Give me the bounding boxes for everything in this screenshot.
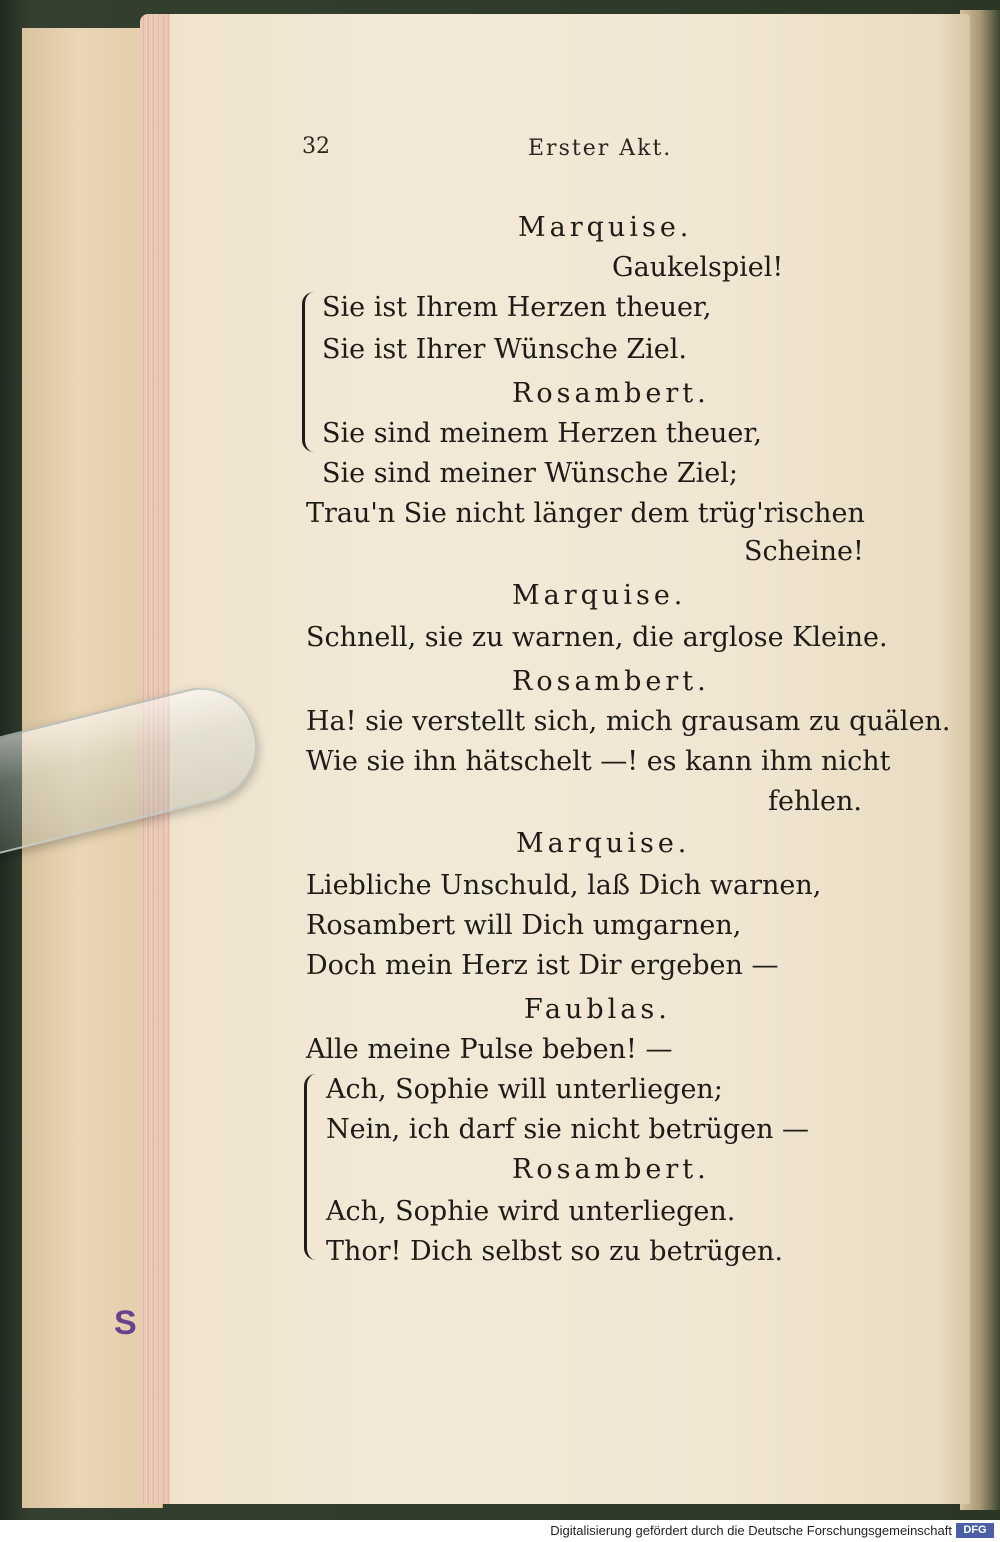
verse-line: Ach, Sophie will unterliegen; <box>326 1074 723 1105</box>
speaker-marquise: Marquise. <box>512 580 687 611</box>
verse-line: Doch mein Herz ist Dir ergeben — <box>306 950 779 981</box>
page-number: 32 <box>302 134 330 159</box>
verse-line: Sie ist Ihrer Wünsche Ziel. <box>322 334 688 365</box>
verse-line: Rosambert will Dich umgarnen, <box>306 910 742 941</box>
dfg-logo: DFG <box>956 1523 994 1538</box>
verse-line: Alle meine Pulse beben! — <box>306 1034 673 1065</box>
library-stamp: S <box>114 1304 137 1342</box>
ensemble-brace <box>302 292 319 452</box>
verse-line: Ha! sie verstellt sich, mich grausam zu quälen. <box>306 706 951 737</box>
verse-line: Ach, Sophie wird unterliegen. <box>326 1196 736 1227</box>
ensemble-brace <box>304 1074 321 1260</box>
speaker-marquise: Marquise. <box>516 828 691 859</box>
verse-line: Sie ist Ihrem Herzen theuer, <box>322 292 712 323</box>
funding-notice: Digitalisierung gefördert durch die Deutsche Forschungsgemeinschaft <box>550 1523 952 1538</box>
speaker-rosambert: Rosambert. <box>512 378 710 409</box>
speaker-faublas: Faublas. <box>524 994 671 1025</box>
verse-line: fehlen. <box>768 786 862 817</box>
speaker-rosambert: Rosambert. <box>512 666 710 697</box>
verse-line: Schnell, sie zu warnen, die arglose Kleine. <box>306 622 888 653</box>
verse-line: Gaukelspiel! <box>612 252 784 283</box>
speaker-rosambert: Rosambert. <box>512 1154 710 1185</box>
verse-line: Scheine! <box>744 536 864 567</box>
running-head: Erster Akt. <box>528 136 673 161</box>
verse-line: Wie sie ihn hätschelt —! es kann ihm nicht <box>306 746 891 777</box>
speaker-marquise: Marquise. <box>518 212 693 243</box>
verse-line: Trau'n Sie nicht länger dem trüg'rischen <box>306 498 865 529</box>
verse-line: Sie sind meinem Herzen theuer, <box>322 418 762 449</box>
verse-line: Nein, ich darf sie nicht betrügen — <box>326 1114 810 1145</box>
verse-line: Liebliche Unschuld, laß Dich warnen, <box>306 870 822 901</box>
verse-line: Thor! Dich selbst so zu betrügen. <box>326 1236 783 1267</box>
verse-line: Sie sind meiner Wünsche Ziel; <box>322 458 738 489</box>
